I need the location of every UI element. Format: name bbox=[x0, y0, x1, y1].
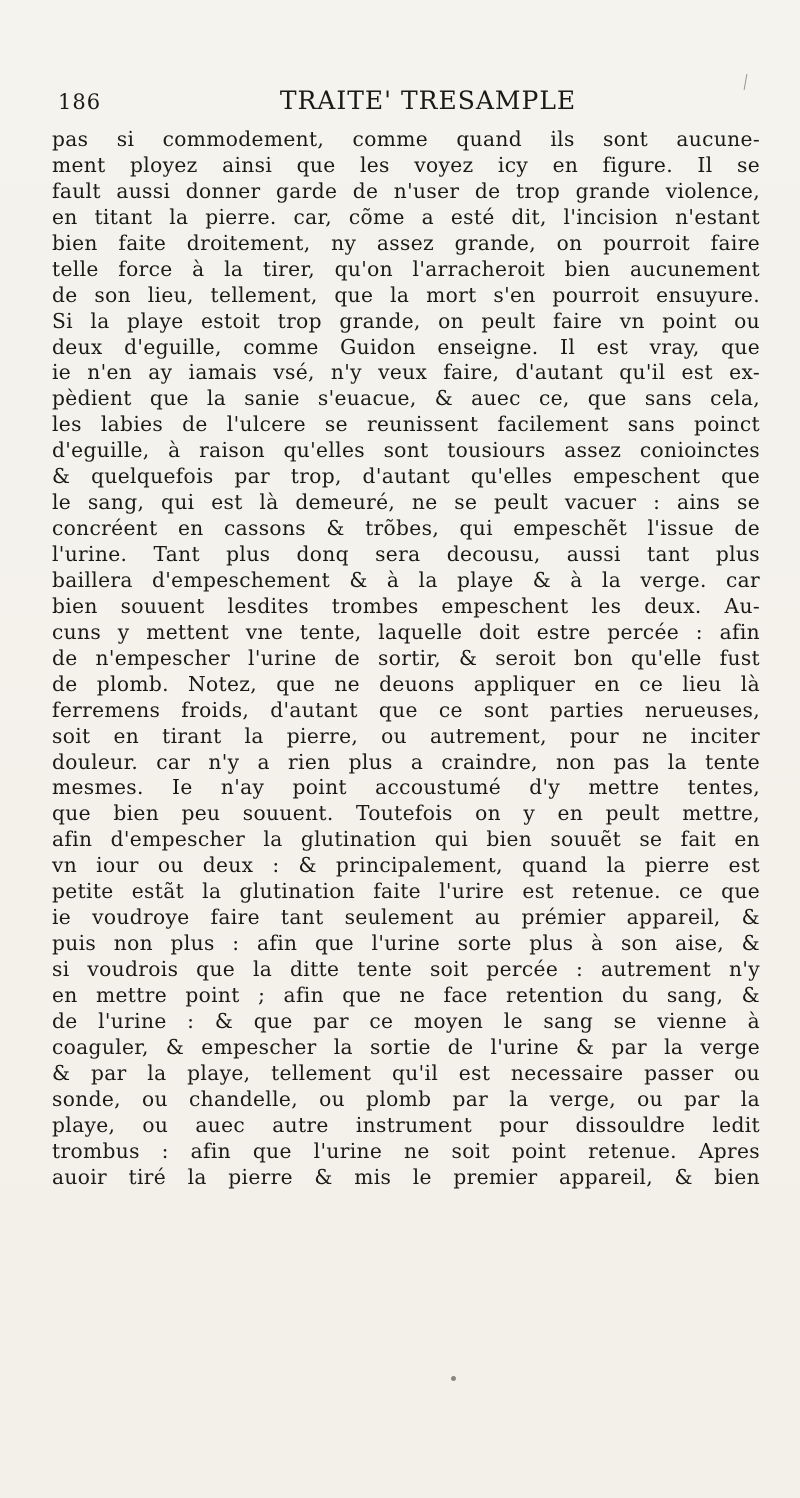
text-line: vn iour ou deux : & principalement, quand la pierre est bbox=[52, 853, 760, 878]
text-line: que bien peu souuent. Toutefois on y en peult mettre, bbox=[52, 801, 760, 826]
running-head bbox=[58, 86, 758, 126]
text-line: l'urine. Tant plus donq sera decousu, aussi tant plus bbox=[52, 542, 760, 566]
text-line: fault aussi donner garde de n'user de trop grande violence, bbox=[52, 178, 760, 203]
text-line: de son lieu, tellement, que la mort s'en pourroit ensuyure. bbox=[52, 282, 760, 307]
text-line: de n'empescher l'urine de sortir, & seroit bon qu'elle fust bbox=[52, 645, 760, 670]
text-line: soit en tirant la pierre, ou autrement, pour ne inciter bbox=[52, 723, 760, 748]
text-line: & par la playe, tellement qu'il est necessaire passer ou bbox=[52, 1060, 760, 1085]
text-line: playe, ou auec autre instrument pour dissouldre ledit bbox=[52, 1112, 760, 1137]
text-line: de plomb. Notez, que ne deuons appliquer en ce lieu là bbox=[52, 671, 760, 696]
text-line: en titant la pierre. car, cõme a esté dit, l'incision n'estant bbox=[52, 204, 760, 229]
text-line: le sang, qui est là demeuré, ne se peult vacuer : ains se bbox=[52, 490, 760, 515]
text-line: bien souuent lesdites trombes empeschent les deux. Au- bbox=[52, 593, 760, 618]
text-line: sonde, ou chandelle, ou plomb par la verge, ou par la bbox=[52, 1086, 760, 1111]
text-line: mesmes. Ie n'ay point accoustumé d'y mettre tentes, bbox=[52, 775, 760, 800]
text-line: ie n'en ay iamais vsé, n'y veux faire, d'autant qu'il est ex- bbox=[52, 360, 760, 385]
body-text bbox=[52, 127, 760, 1190]
text-line: si voudrois que la ditte tente soit percée : autrement n'y bbox=[52, 957, 760, 981]
text-line: en mettre point ; afin que ne face retention du sang, & bbox=[52, 982, 760, 1007]
text-line: pas si commodement, comme quand ils sont aucune- bbox=[52, 127, 760, 151]
text-line: concréent en cassons & trõbes, qui empeschẽt l'issue de bbox=[52, 516, 760, 541]
text-line: afin d'empescher la glutination qui bien souuẽt se fait en bbox=[52, 827, 760, 852]
text-line: cuns y mettent vne tente, laquelle doit estre percée : afin bbox=[52, 619, 760, 644]
text-line: coaguler, & empescher la sortie de l'urine & par la verge bbox=[52, 1034, 760, 1059]
page-number: 186 bbox=[58, 90, 102, 114]
running-title: TRAITE' TRESAMPLE bbox=[279, 86, 577, 115]
text-line: & quelquefois par trop, d'autant qu'elles empeschent que bbox=[52, 464, 760, 489]
text-line: telle force à la tirer, qu'on l'arracheroit bien aucunement bbox=[52, 256, 760, 281]
text-line: ment ployez ainsi que les voyez icy en figure. Il se bbox=[52, 152, 760, 177]
text-line: de l'urine : & que par ce moyen le sang se vienne à bbox=[52, 1008, 760, 1033]
text-line: bien faite droitement, ny assez grande, on pourroit faire bbox=[52, 230, 760, 255]
text-line: trombus : afin que l'urine ne soit point retenue. Apres bbox=[52, 1138, 760, 1163]
text-line: deux d'eguille, comme Guidon enseigne. Il est vray, que bbox=[52, 334, 760, 359]
text-line: ferremens froids, d'autant que ce sont parties nerueuses, bbox=[52, 697, 760, 722]
text-line: petite estãt la glutination faite l'urire est retenue. ce que bbox=[52, 879, 760, 904]
text-line: pèdient que la sanie s'euacue, & auec ce, que sans cela, bbox=[52, 386, 760, 411]
ink-speck bbox=[451, 1376, 456, 1381]
text-line: baillera d'empeschement & à la playe & à la verge. car bbox=[52, 567, 760, 592]
text-line: douleur. car n'y a rien plus a craindre, non pas la tente bbox=[52, 749, 760, 774]
text-line: auoir tiré la pierre & mis le premier appareil, & bien bbox=[52, 1164, 760, 1189]
text-line: les labies de l'ulcere se reunissent facilement sans poinct bbox=[52, 412, 760, 437]
text-line: puis non plus : afin que l'urine sorte plus à son aise, & bbox=[52, 931, 760, 956]
text-line: ie voudroye faire tant seulement au prémier appareil, & bbox=[52, 905, 760, 930]
text-line: d'eguille, à raison qu'elles sont tousiours assez conioinctes bbox=[52, 438, 760, 463]
text-line: Si la playe estoit trop grande, on peult faire vn point ou bbox=[52, 308, 760, 333]
